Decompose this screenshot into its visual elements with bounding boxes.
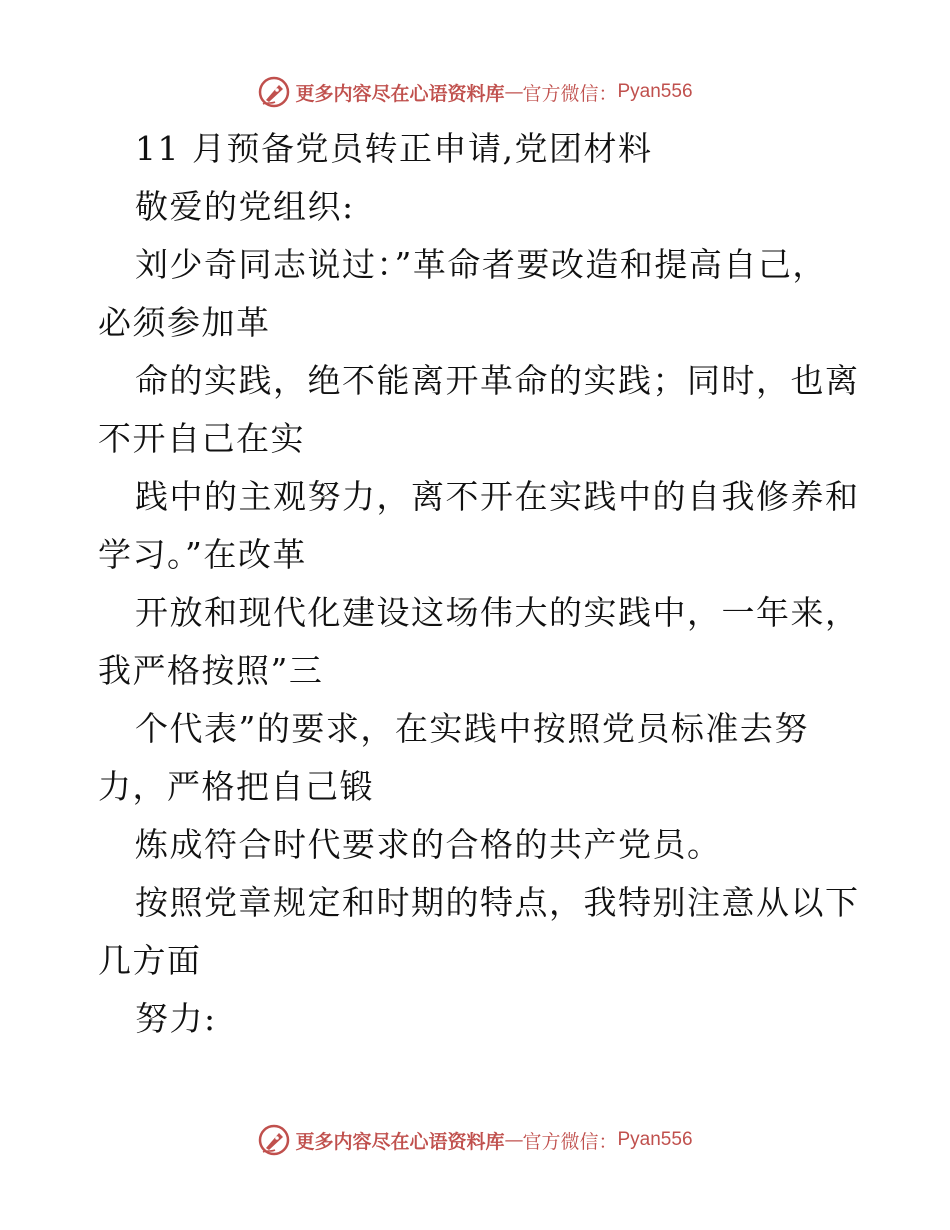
pen-nib-logo-icon: [257, 75, 291, 109]
paragraph-line: 个代表”的要求，在实践中按照党员标准去努: [135, 709, 809, 748]
paragraph-line: 学习。”在改革: [98, 535, 307, 574]
pen-nib-logo-icon: [257, 1123, 291, 1157]
banner-wechat-label: 官方微信：: [522, 82, 618, 105]
footer-banner: [0, 1120, 950, 1160]
paragraph-line: 命的实践，绝不能离开革命的实践；同时，也离: [135, 361, 860, 400]
paragraph-line: 我严格按照”三: [98, 651, 324, 690]
banner-wechat-handle: Pyan556: [617, 81, 693, 102]
banner-dash: —: [504, 1129, 523, 1151]
banner-wechat-label: 官方微信：: [522, 1130, 618, 1153]
paragraph-line: 刘少奇同志说过：”革命者要改造和提高自己，: [135, 245, 827, 284]
paragraph-line: 按照党章规定和时期的特点，我特别注意从以下: [135, 883, 860, 922]
banner-lead-text: 更多内容尽在心语资料库: [295, 82, 505, 105]
paragraph-line: 几方面: [98, 941, 202, 980]
banner-lead-text: 更多内容尽在心语资料库: [295, 1130, 505, 1153]
paragraph-line: 必须参加革: [98, 303, 271, 342]
salutation-line: 敬爱的党组织:: [135, 187, 355, 226]
paragraph-line: 开放和现代化建设这场伟大的实践中，一年来，: [135, 593, 860, 632]
banner-dash: —: [504, 81, 523, 103]
paragraph-line: 践中的主观努力，离不开在实践中的自我修养和: [135, 477, 860, 516]
paragraph-line: 努力:: [135, 999, 217, 1038]
document-body: [98, 120, 858, 1048]
paragraph-line: 力，严格把自己锻: [98, 767, 374, 806]
document-title: 11 月预备党员转正申请,党团材料: [135, 129, 653, 168]
paragraph-line: 炼成符合时代要求的合格的共产党员。: [135, 825, 722, 864]
header-banner: [0, 72, 950, 112]
paragraph-line: 不开自己在实: [98, 419, 305, 458]
banner-wechat-handle: Pyan556: [617, 1129, 693, 1150]
